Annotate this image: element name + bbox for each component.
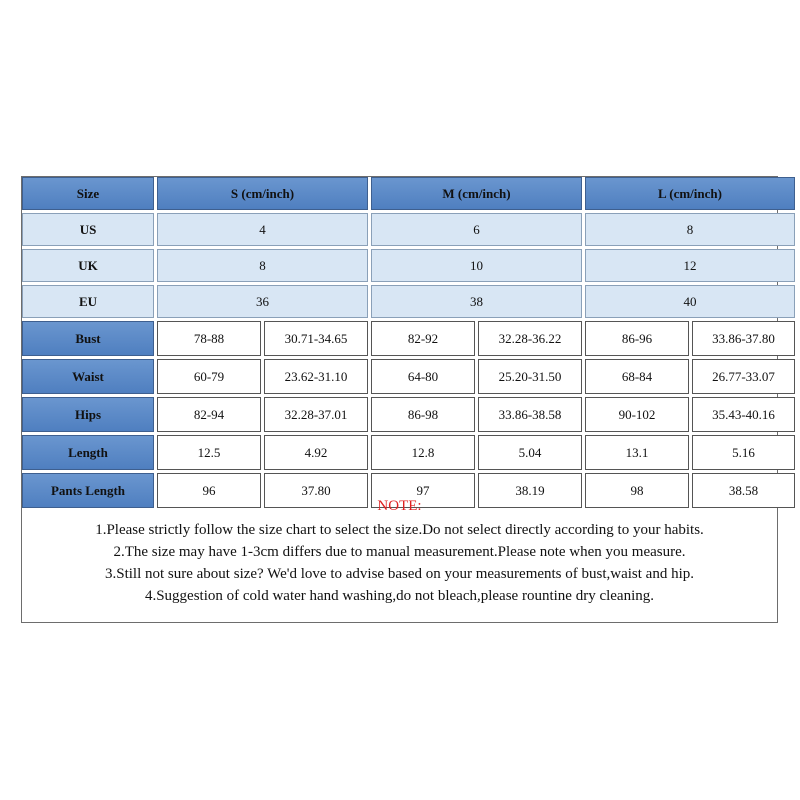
eu-s: 36 (157, 285, 368, 318)
table-cell: 5.04 (478, 435, 582, 470)
table-cell: 64-80 (371, 359, 475, 394)
table-cell: 97 (371, 473, 475, 508)
table-cell: 60-79 (157, 359, 261, 394)
note-line-3: 3.Still not sure about size? We'd love to advise based on your measurements of bust,waist and hip. (104, 566, 695, 582)
region-label-uk: UK (22, 249, 154, 282)
table-cell: 32.28-36.22 (478, 321, 582, 356)
table-cell: 82-94 (157, 397, 261, 432)
table-cell: 86-96 (585, 321, 689, 356)
size-chart (21, 176, 778, 623)
measure-label-waist: Waist (22, 359, 154, 394)
table-cell: 12.5 (157, 435, 261, 470)
eu-m: 38 (371, 285, 582, 318)
region-label-eu: EU (22, 285, 154, 318)
table-cell: 25.20-31.50 (478, 359, 582, 394)
table-cell: 78-88 (157, 321, 261, 356)
uk-m: 10 (371, 249, 582, 282)
size-header: Size (22, 177, 154, 210)
table-cell: 98 (585, 473, 689, 508)
table-cell: 90-102 (585, 397, 689, 432)
measure-label-length: Length (22, 435, 154, 470)
table-cell: 35.43-40.16 (692, 397, 795, 432)
notes-section (22, 495, 777, 607)
table-cell: 13.1 (585, 435, 689, 470)
table-cell: 12.8 (371, 435, 475, 470)
table-cell: 30.71-34.65 (264, 321, 368, 356)
table-cell: 33.86-37.80 (692, 321, 795, 356)
measure-label-bust: Bust (22, 321, 154, 356)
table-cell: 86-98 (371, 397, 475, 432)
l-header: L (cm/inch) (585, 177, 795, 210)
note-title: NOTE: (377, 498, 422, 514)
us-m: 6 (371, 213, 582, 246)
table-cell: 23.62-31.10 (264, 359, 368, 394)
table-cell: 4.92 (264, 435, 368, 470)
note-line-4: 4.Suggestion of cold water hand washing,do not bleach,please rountine dry cleaning. (144, 588, 655, 604)
table-cell: 82-92 (371, 321, 475, 356)
m-header: M (cm/inch) (371, 177, 582, 210)
eu-l: 40 (585, 285, 795, 318)
size-table (22, 177, 777, 498)
table-cell: 96 (157, 473, 261, 508)
us-s: 4 (157, 213, 368, 246)
table-cell: 38.19 (478, 473, 582, 508)
uk-s: 8 (157, 249, 368, 282)
table-cell: 33.86-38.58 (478, 397, 582, 432)
measure-label-hips: Hips (22, 397, 154, 432)
us-l: 8 (585, 213, 795, 246)
table-cell: 68-84 (585, 359, 689, 394)
uk-l: 12 (585, 249, 795, 282)
table-cell: 37.80 (264, 473, 368, 508)
s-header: S (cm/inch) (157, 177, 368, 210)
table-cell: 5.16 (692, 435, 795, 470)
table-cell: 26.77-33.07 (692, 359, 795, 394)
note-line-2: 2.The size may have 1-3cm differs due to manual measurement.Please note when you measure. (113, 544, 686, 560)
region-label-us: US (22, 213, 154, 246)
table-cell: 38.58 (692, 473, 795, 508)
measure-label-pants-length: Pants Length (22, 473, 154, 508)
note-line-1: 1.Please strictly follow the size chart to select the size.Do not select directly according to your habits. (95, 522, 704, 538)
table-cell: 32.28-37.01 (264, 397, 368, 432)
